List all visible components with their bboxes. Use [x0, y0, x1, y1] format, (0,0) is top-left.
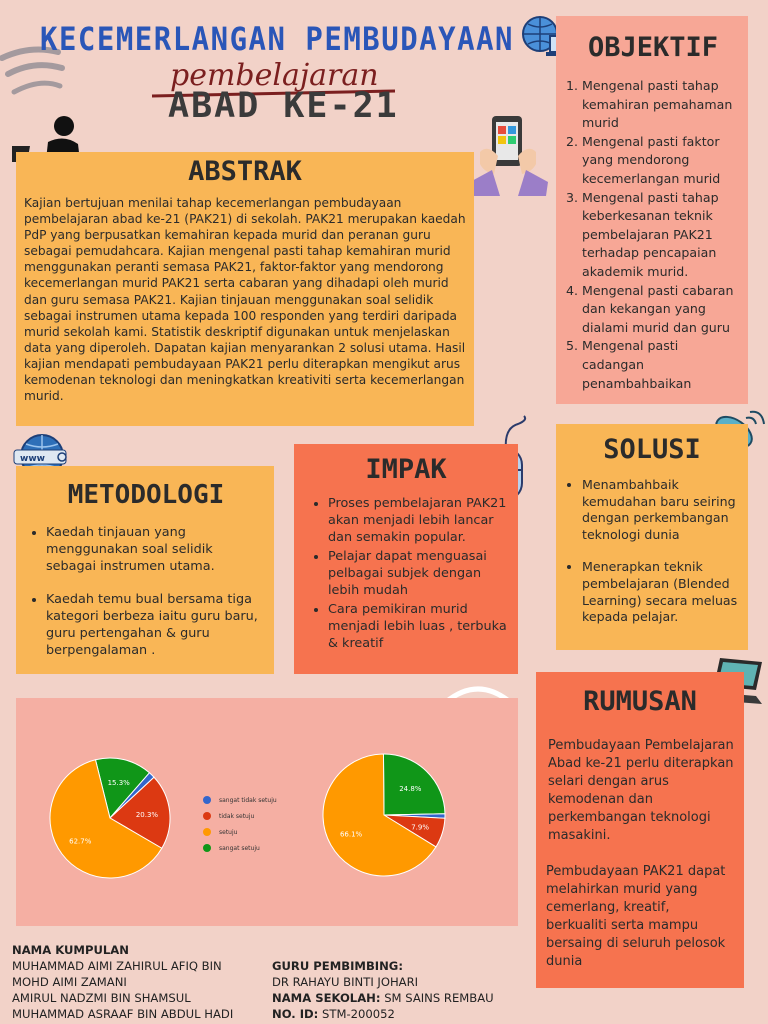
rumusan-para-1: Pembudayaan Pembelajaran Abad ke-21 perlu diterapkan selari dengan arus kemodenan dan perkembangan teknologi masakini.	[548, 738, 734, 843]
metodologi-list	[28, 524, 264, 659]
legend-swatch	[203, 796, 211, 804]
id-value: STM-200052	[318, 1007, 395, 1021]
pie-data-label: 7.9%	[411, 823, 430, 832]
legend-label: setuju	[219, 828, 238, 836]
objektif-section	[556, 16, 748, 404]
id-label: NO. ID:	[272, 1007, 319, 1021]
impak-item: • Proses pembelajaran PAK21 akan menjadi lebih lancar dan semakin popular.	[328, 495, 508, 546]
pie-data-label: 66.1%	[339, 830, 363, 839]
school-line	[272, 990, 494, 1006]
solusi-item: • Menambahbaik kemudahan baru seiring dengan perkembangan teknologi dunia	[582, 477, 740, 543]
legend-item	[203, 808, 277, 824]
legend-label: sangat tidak setuju	[219, 796, 277, 804]
solusi-list	[564, 477, 740, 626]
objektif-list	[564, 77, 740, 393]
abstrak-heading: ABSTRAK	[188, 156, 302, 187]
solusi-section	[556, 424, 748, 650]
legend-label: tidak setuju	[219, 812, 255, 820]
group-section	[12, 942, 233, 1022]
legend-swatch	[203, 812, 211, 820]
metodologi-item: • Kaedah temu bual bersama tiga kategori berbeza iaitu guru baru, guru pertengahan & guru berpengalaman .	[46, 591, 264, 659]
charts-section	[16, 698, 518, 926]
pie-data-label: 15.3%	[107, 778, 130, 787]
metodologi-section	[16, 466, 274, 674]
objektif-item: 4. Mengenal pasti cabaran dan kekangan yang dialami murid dan guru	[582, 282, 740, 338]
legend-swatch	[203, 828, 211, 836]
abstrak-text: Kajian bertujuan menilai tahap kecemerlangan pembudayaan pembelajaran abad ke-21 (PAK21) di sekolah. PAK21 merupakan kaedah PdP yang berpusatkan kemahiran kepada murid dan peranan guru sebagai pemudahcara. Kajian mengenal pasti tahap kemahiran murid menggunakan peranti semasa PAK21, faktor-faktor yang mendorong kecemerlangan murid PAK21 serta cabaran yang dihadapi oleh murid dan guru semasa PAK21. Kajian tinjauan menggunakan soal selidik sebagai instrumen utama kepada 100 responden yang terdiri daripada murid sekolah kami. Statistik deskriptif digunakan untuk menjelaskan data yang diperoleh. Dapatan kajian menyarankan 2 solusi utama. Hasil kajian mendapati pembudayaan PAK21 perlu diterapkan mengikut arus kemodenan teknologi dan meningkatkan kreativiti serta kecemerlangan murid.	[24, 196, 466, 404]
title-line-1: KECEMERLANGAN PEMBUDAYAAN	[40, 20, 514, 58]
rumusan-section	[536, 672, 744, 988]
objektif-item: 5. Mengenal pasti cadangan penambahbaikan	[582, 337, 740, 393]
rumusan-para-2: Pembudayaan PAK21 dapat melahirkan murid yang cemerlang, kreatif, berkualiti serta mampu bersaing di seluruh pelosok dunia	[546, 864, 726, 969]
impak-heading: IMPAK	[365, 454, 447, 485]
chart-legend	[203, 792, 277, 856]
impak-list	[304, 495, 508, 652]
school-value: SM SAINS REMBAU	[380, 991, 494, 1005]
metodologi-item: • Kaedah tinjauan yang menggunakan soal selidik sebagai instrumen utama.	[46, 524, 264, 575]
abstrak-section	[16, 152, 474, 426]
rumusan-heading: RUMUSAN	[583, 686, 697, 717]
legend-item	[203, 792, 277, 808]
pie-data-label: 24.8%	[399, 784, 422, 793]
group-member: MUHAMMAD ASRAAF BIN ABDUL HADI	[12, 1007, 234, 1021]
phone-in-hands-icon	[470, 112, 548, 198]
objektif-heading: OBJEKTIF	[588, 32, 719, 63]
group-heading: NAMA KUMPULAN	[12, 943, 129, 957]
impak-section	[294, 444, 518, 674]
legend-swatch	[203, 844, 211, 852]
legend-label: sangat setuju	[219, 844, 260, 852]
teacher-label: GURU PEMBIMBING:	[272, 959, 403, 973]
www-label: www	[20, 454, 45, 464]
pie-data-label: 20.3%	[135, 810, 159, 819]
title-line-2: pembelajaran	[170, 58, 379, 93]
impak-item: • Pelajar dapat menguasai pelbagai subjek dengan lebih mudah	[328, 548, 508, 599]
title-line-3: ABAD KE-21	[168, 86, 399, 126]
school-label: NAMA SEKOLAH:	[272, 991, 381, 1005]
legend-item	[203, 824, 277, 840]
solusi-item: • Menerapkan teknik pembelajaran (Blended Learning) secara meluas kepada pelajar.	[582, 559, 740, 625]
teacher-name: DR RAHAYU BINTI JOHARI	[272, 975, 419, 989]
metodologi-heading: METODOLOGI	[67, 480, 225, 510]
group-member: MOHD AIMI ZAMANI	[12, 975, 127, 989]
teacher-school-section	[272, 958, 494, 1022]
objektif-item: 1. Mengenal pasti tahap kemahiran pemahaman murid	[582, 77, 740, 133]
impak-item: • Cara pemikiran murid menjadi lebih luas , terbuka & kreatif	[328, 601, 508, 652]
solusi-heading: SOLUSI	[603, 434, 701, 465]
group-member: AMIRUL NADZMI BIN SHAMSUL	[12, 991, 191, 1005]
pie-data-label: 62.7%	[69, 837, 92, 846]
id-line	[272, 1006, 494, 1022]
objektif-item: 2. Mengenal pasti faktor yang mendorong kecemerlangan murid	[582, 133, 740, 189]
group-member: MUHAMMAD AIMI ZAHIRUL AFIQ BIN	[12, 959, 222, 973]
legend-item	[203, 840, 277, 856]
objektif-item: 3. Mengenal pasti tahap keberkesanan teknik pembelajaran PAK21 terhadap pencapaian akademik murid.	[582, 189, 740, 282]
